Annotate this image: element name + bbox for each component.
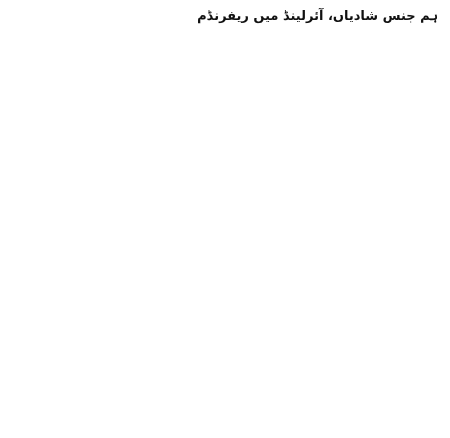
- paragraph-gap: [12, 356, 438, 369]
- paragraph-1: [12, 37, 438, 117]
- paragraph-2: [12, 130, 438, 230]
- paragraph-gap: [12, 117, 438, 130]
- paragraph-line: [12, 369, 438, 389]
- paragraph-4: [12, 316, 438, 356]
- paragraph-line: [12, 263, 438, 283]
- paragraph-line: [12, 336, 438, 356]
- paragraph-line: [12, 37, 438, 57]
- paragraph-line: [12, 57, 438, 77]
- paragraph-line: [12, 150, 438, 170]
- paragraph-line: [12, 170, 438, 190]
- paragraph-line: [12, 130, 438, 150]
- paragraph-line: [12, 97, 438, 117]
- paragraph-line: [12, 283, 438, 303]
- paragraph-line: [12, 190, 438, 210]
- paragraph-line: [12, 210, 438, 230]
- paragraph-gap: [12, 230, 438, 243]
- paragraph-gap: [12, 303, 438, 316]
- paragraph-line: [12, 316, 438, 336]
- paragraph-5: [12, 369, 438, 409]
- article-headline: ہم جنس شادیاں، آئرلینڈ میں ریفرنڈم: [197, 9, 438, 24]
- paragraph-line: [12, 77, 438, 97]
- paragraph-line: [12, 389, 438, 409]
- paragraph-3: [12, 243, 438, 303]
- paragraph-line: [12, 243, 438, 263]
